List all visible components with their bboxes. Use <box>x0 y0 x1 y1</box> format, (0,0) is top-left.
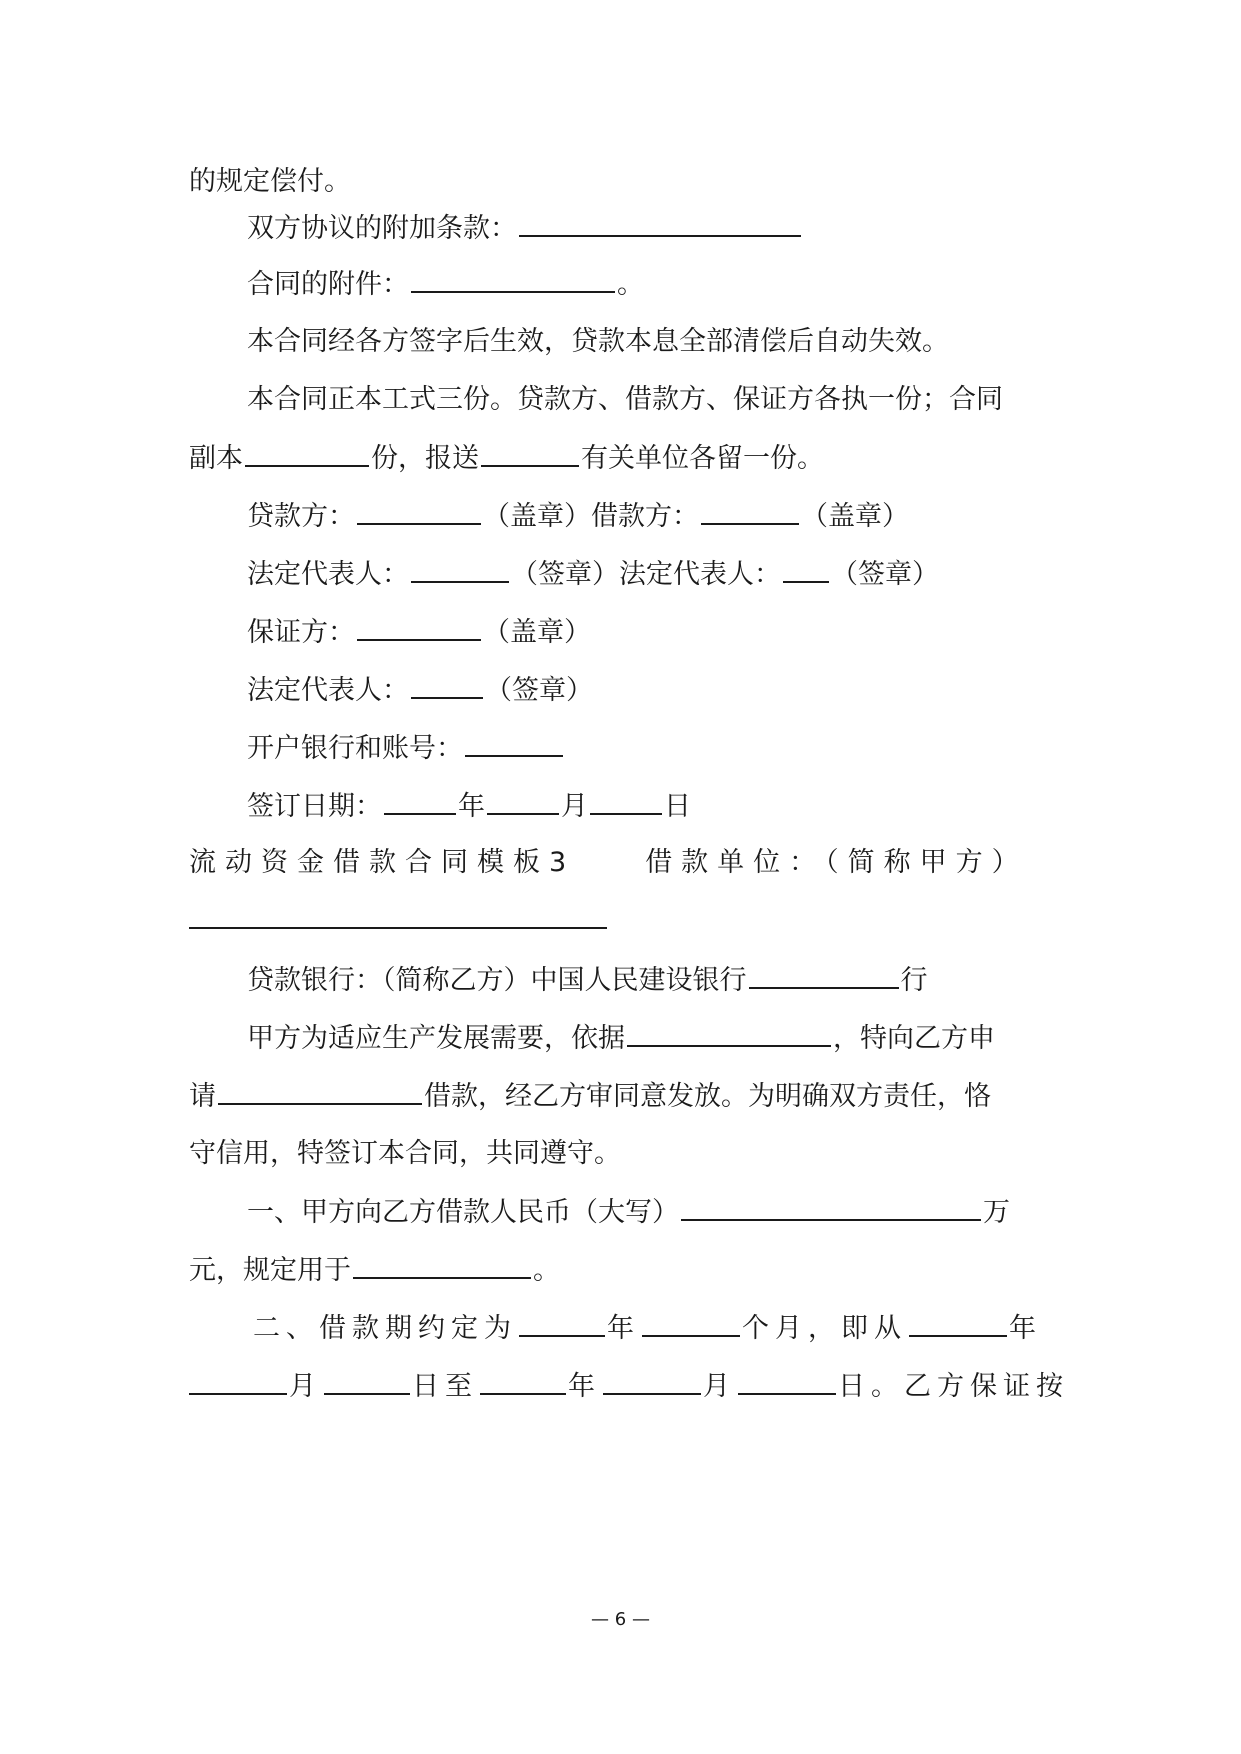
blank-line <box>480 1366 566 1395</box>
blank-line <box>603 1366 701 1395</box>
text-line <box>247 496 1059 537</box>
text: 月 <box>703 1371 736 1402</box>
blank-line <box>189 900 607 929</box>
text-line <box>189 1076 1059 1117</box>
blank-line <box>701 496 799 525</box>
blank-line <box>353 1250 531 1279</box>
text: 合同的附件： <box>247 269 409 300</box>
text: 请 <box>189 1081 216 1112</box>
text: （盖章） <box>801 501 909 532</box>
text: 甲方为适应生产发展需要，依据 <box>247 1023 625 1054</box>
text-line <box>247 1192 1059 1233</box>
blank-line <box>642 1308 740 1337</box>
text-line <box>247 380 1059 420</box>
text: 法定代表人： <box>247 559 409 590</box>
blank-line <box>519 208 801 237</box>
text-line <box>189 900 1059 941</box>
text: 年 <box>458 791 485 822</box>
blank-line <box>411 554 509 583</box>
text-line <box>247 786 1059 827</box>
text: 签订日期： <box>247 791 382 822</box>
text: 日至 <box>412 1371 478 1402</box>
text-line <box>189 162 1059 202</box>
text: 保证方： <box>247 617 355 648</box>
text: （签章） <box>831 559 939 590</box>
blank-line <box>783 554 829 583</box>
text: （签章）法定代表人： <box>511 559 781 590</box>
text: 月 <box>289 1371 322 1402</box>
page-number: — 6 — <box>591 1609 650 1630</box>
text: 的规定偿付。 <box>189 166 351 197</box>
text: 本合同经各方签字后生效，贷款本息全部清偿后自动失效。 <box>247 326 949 357</box>
text-line <box>253 1308 1065 1349</box>
text: （盖章）借款方： <box>483 501 699 532</box>
blank-line <box>909 1308 1007 1337</box>
text-line <box>189 843 1059 883</box>
text: 年 <box>1009 1313 1042 1344</box>
text: （盖章） <box>483 617 591 648</box>
blank-line <box>519 1308 605 1337</box>
blank-line <box>411 264 615 293</box>
blank-line <box>465 728 563 757</box>
text: 年 <box>607 1313 640 1344</box>
text: 守信用，特签订本合同，共同遵守。 <box>189 1138 621 1169</box>
blank-line <box>357 612 481 641</box>
text: ，特向乙方申 <box>833 1023 995 1054</box>
blank-line <box>481 438 579 467</box>
blank-line <box>590 786 662 815</box>
text: （签章） <box>485 675 593 706</box>
text-line <box>247 670 1059 711</box>
text: 行 <box>900 965 928 996</box>
text-line <box>247 1018 1059 1059</box>
text: 。 <box>617 269 644 300</box>
text: 年 <box>568 1371 601 1402</box>
text: 万 <box>983 1197 1010 1228</box>
blank-line <box>627 1018 831 1047</box>
text: 借款，经乙方审同意发放。为明确双方责任，恪 <box>424 1081 991 1112</box>
text: 副本 <box>189 443 243 474</box>
blank-line <box>218 1076 422 1105</box>
section-title: 流动资金借款合同模板3 <box>189 847 576 878</box>
blank-line <box>189 1366 287 1395</box>
text: 。 <box>533 1255 560 1286</box>
text-line <box>189 1366 1069 1407</box>
blank-line <box>749 960 899 989</box>
text: 法定代表人： <box>247 675 409 706</box>
text-line <box>247 554 1059 595</box>
blank-line <box>738 1366 836 1395</box>
text-line <box>247 960 1059 1001</box>
blank-line <box>487 786 559 815</box>
text: 本合同正本工式三份。贷款方、借款方、保证方各执一份；合同 <box>247 384 1003 415</box>
text: 日。乙方保证按 <box>838 1371 1069 1402</box>
blank-line <box>411 670 483 699</box>
text: 贷款银行：（简称乙方）中国人民建设银行 <box>247 965 747 996</box>
text-line <box>189 1134 1059 1174</box>
text: 元，规定用于 <box>189 1255 351 1286</box>
text: 有关单位各留一份。 <box>581 443 824 474</box>
blank-line <box>384 786 456 815</box>
blank-line <box>245 438 369 467</box>
blank-line <box>324 1366 410 1395</box>
blank-line <box>681 1192 981 1221</box>
text: 个月，即从 <box>742 1313 907 1344</box>
text-line <box>189 438 1059 479</box>
text: 二、借款期约定为 <box>253 1313 517 1344</box>
text-line <box>247 264 1059 305</box>
text-line <box>247 612 1059 653</box>
text: 双方协议的附加条款： <box>247 213 517 244</box>
text: 份，报送 <box>371 443 479 474</box>
text: 一、甲方向乙方借款人民币（大写） <box>247 1197 679 1228</box>
text: 贷款方： <box>247 501 355 532</box>
text-line <box>247 322 1059 362</box>
text: 借款单位：（简称甲方） <box>645 847 1028 878</box>
text-line <box>247 208 1059 249</box>
text: 开户银行和账号： <box>247 733 463 764</box>
text: 月 <box>561 791 588 822</box>
text-line <box>247 728 1059 769</box>
text-line <box>189 1250 1059 1291</box>
text: 日 <box>664 791 691 822</box>
blank-line <box>357 496 481 525</box>
